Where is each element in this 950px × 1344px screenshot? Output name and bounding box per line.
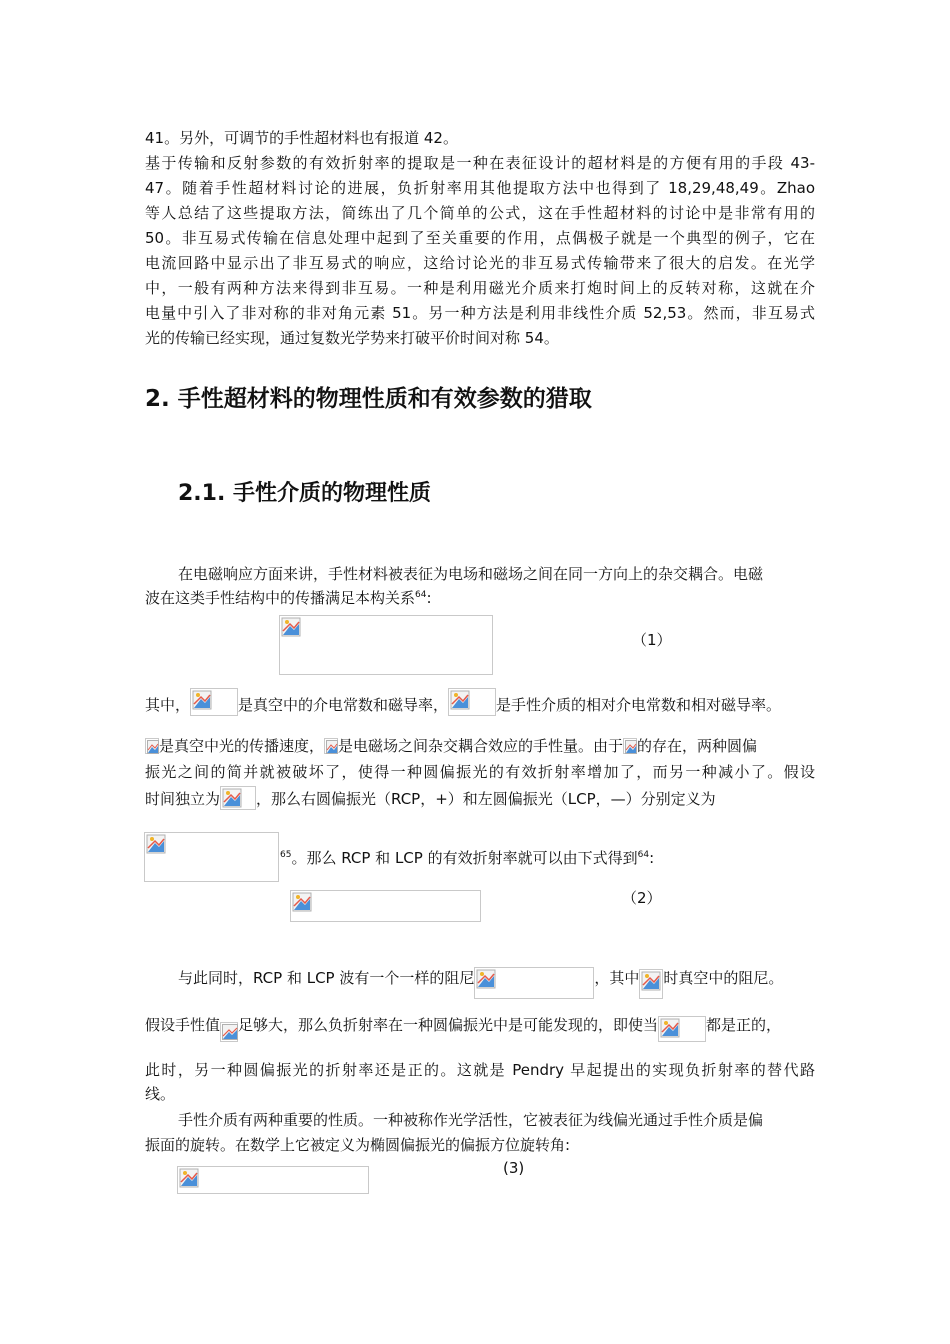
body-text-line: 振面的旋转。在数学上它被定义为椭圆偏振光的偏振方位旋转角:	[145, 1136, 571, 1154]
body-text: ，那么右圆偏振光（RCP，+）和左圆偏振光（LCP，—）分别定义为	[256, 790, 716, 808]
inline-math-image-placeholder	[474, 967, 594, 999]
body-text: 时真空中的阻尼。	[663, 969, 784, 987]
body-text: 时间独立为	[145, 790, 221, 808]
body-text-line: 基于传输和反射参数的有效折射率的提取是一种在表征设计的超材料是的方便有用的手段 43-	[145, 154, 815, 172]
inline-math-image-placeholder	[190, 688, 238, 716]
equation-image-placeholder	[144, 832, 279, 882]
body-text: ，其中	[594, 969, 640, 987]
body-text-line	[145, 784, 815, 814]
body-text-line	[145, 734, 815, 759]
body-text: 是电磁场之间杂交耦合效应的手性量。由于	[338, 737, 624, 755]
body-text-line	[178, 963, 815, 999]
body-text: 都是正的，	[706, 1016, 782, 1034]
body-text-line: 等人总结了这些提取方法，简练出了几个简单的公式，这在手性超材料的讨论中是非常有用的	[145, 204, 815, 222]
body-text-line: 47。随着手性超材料讨论的进展，负折射率用其他提取方法中也得到了 18,29,48,49。Zhao	[145, 179, 815, 197]
equation-number: （1）	[632, 631, 672, 649]
body-text-line: 手性介质有两种重要的性质。一种被称作光学活性，它被表征为线偏光通过手性介质是偏	[178, 1111, 764, 1129]
body-text-line: 在电磁响应方面来讲，手性材料被表征为电场和磁场之间在同一方向上的杂交耦合。电磁	[178, 565, 764, 583]
citation-ref: 64	[637, 850, 650, 860]
body-text-line: 电流回路中显示出了非互易式的响应，这给讨论光的非互易式传输带来了很大的启发。在光学	[145, 254, 815, 272]
broken-image-icon	[326, 740, 338, 754]
broken-image-icon	[192, 690, 212, 710]
broken-image-icon	[179, 1168, 199, 1188]
body-text: 与此同时，RCP 和 LCP 波有一个一样的阻尼	[178, 969, 475, 987]
equation-image-placeholder	[177, 1166, 369, 1194]
inline-math-image-placeholder	[220, 1022, 238, 1042]
broken-image-icon	[222, 788, 242, 808]
equation-image-placeholder	[279, 615, 493, 675]
broken-image-icon	[222, 1024, 238, 1040]
body-text-line: 光的传输已经实现，通过复数光学势来打破平价时间对称 54。	[145, 329, 559, 347]
body-text-line	[145, 688, 815, 720]
body-text: 是真空中光的传播速度，	[159, 737, 325, 755]
broken-image-icon	[660, 1018, 680, 1038]
inline-math-image-placeholder	[220, 786, 256, 810]
inline-math-image-placeholder	[145, 738, 159, 754]
broken-image-icon	[147, 740, 159, 754]
broken-image-icon	[476, 969, 496, 989]
body-text: :	[426, 589, 432, 607]
inline-math-image-placeholder	[639, 969, 663, 999]
broken-image-icon	[292, 892, 312, 912]
equation-image-placeholder	[290, 890, 481, 922]
broken-image-icon	[281, 617, 301, 637]
broken-image-icon	[625, 740, 637, 754]
body-text-line: 此时，另一种圆偏振光的折射率还是正的。这就是 Pendry 早起提出的实现负折射率的替代路	[145, 1061, 815, 1079]
body-text: 波在这类手性结构中的传播满足本构关系	[145, 589, 416, 607]
body-text: 。那么 RCP 和 LCP 的有效折射率就可以由下式得到	[291, 849, 638, 867]
body-text-line: 41。另外，可调节的手性超材料也有报道 42。	[145, 129, 458, 147]
body-text: 足够大，那么负折射率在一种圆偏振光中是可能发现的，即使当	[238, 1016, 659, 1034]
body-text: 其中，	[145, 696, 191, 714]
body-text: :	[649, 849, 655, 867]
broken-image-icon	[450, 690, 470, 710]
section-heading: 2. 手性超材料的物理性质和有效参数的猎取	[145, 386, 592, 412]
subsection-heading: 2.1. 手性介质的物理性质	[178, 481, 431, 506]
equation-number: (3)	[503, 1159, 525, 1177]
equation-number: （2）	[622, 889, 662, 907]
body-text: 是手性介质的相对介电常数和相对磁导率。	[496, 696, 782, 714]
body-text-line: 振光之间的简并就被破坏了，使得一种圆偏振光的有效折射率增加了，而另一种减小了。假设	[145, 763, 815, 781]
body-text: 假设手性值	[145, 1016, 221, 1034]
broken-image-icon	[641, 971, 661, 991]
body-text-line	[145, 1010, 815, 1042]
citation-ref: 64	[415, 590, 427, 600]
body-text: 是真空中的介电常数和磁导率，	[238, 696, 449, 714]
body-text-line: 线。	[145, 1085, 176, 1103]
body-text: 的存在，两种圆偏	[637, 737, 758, 755]
inline-math-image-placeholder	[324, 738, 338, 754]
body-text-line: 中，一般有两种方法来得到非互易。一种是利用磁光介质来打炮时间上的反转对称，这就在介	[145, 279, 815, 297]
body-text-line	[145, 586, 815, 611]
broken-image-icon	[146, 834, 166, 854]
inline-math-image-placeholder	[658, 1016, 706, 1042]
body-text-line	[280, 846, 654, 871]
inline-math-image-placeholder	[448, 688, 496, 716]
citation-ref: 65	[280, 850, 292, 860]
inline-math-image-placeholder	[623, 738, 637, 754]
body-text-line: 电量中引入了非对称的非对角元素 51。另一种方法是利用非线性介质 52,53。然而，非互易式	[145, 304, 815, 322]
body-text-line: 50。非互易式传输在信息处理中起到了至关重要的作用，点偶极子就是一个典型的例子，它在	[145, 229, 815, 247]
